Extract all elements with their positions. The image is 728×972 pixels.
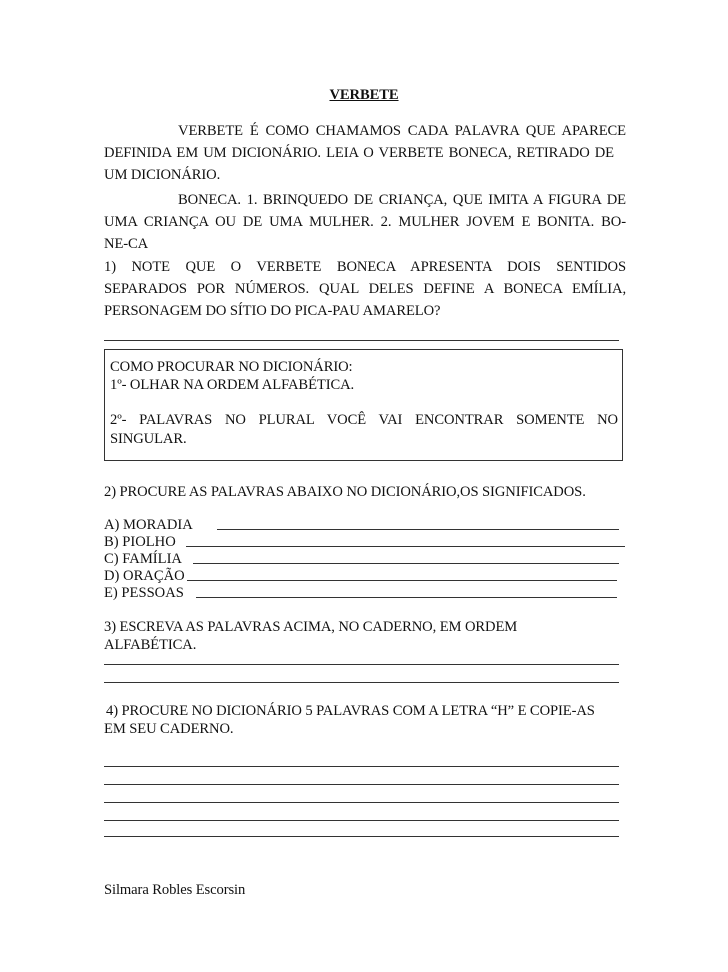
q4-answer-line-1[interactable] xyxy=(104,766,619,767)
tip-heading: COMO PROCURAR NO DICIONÁRIO: xyxy=(110,359,353,375)
tip-1: 1º- OLHAR NA ORDEM ALFABÉTICA. xyxy=(110,377,355,393)
q4-line-2: EM SEU CADERNO. xyxy=(104,721,234,737)
page-title: VERBETE xyxy=(329,87,399,103)
q1-line-2: SEPARADOS POR NÚMEROS. QUAL DELES DEFINE A BONECA EMÍLIA, xyxy=(104,281,626,297)
q2-item-a: A) MORADIA xyxy=(104,517,193,533)
q1-line-1: 1) NOTE QUE O VERBETE BONECA APRESENTA DOIS SENTIDOS xyxy=(104,259,626,275)
intro-line-1: VERBETE É COMO CHAMAMOS CADA PALAVRA QUE APARECE xyxy=(178,123,626,139)
q4-answer-line-5[interactable] xyxy=(104,836,619,837)
q2-item-e: E) PESSOAS xyxy=(104,585,184,601)
q1-answer-line[interactable] xyxy=(104,340,619,341)
q2-answer-line-e[interactable] xyxy=(196,597,617,598)
q3-line-2: ALFABÉTICA. xyxy=(104,637,197,653)
q2-item-c: C) FAMÍLIA xyxy=(104,551,182,567)
author-footer: Silmara Robles Escorsin xyxy=(104,882,246,898)
q4-line-1: 4) PROCURE NO DICIONÁRIO 5 PALAVRAS COM A LETRA “H” E COPIE-AS xyxy=(106,703,595,719)
q2-answer-line-a[interactable] xyxy=(217,529,619,530)
intro-line-3: UM DICIONÁRIO. xyxy=(104,167,221,183)
entry-line-3: NE-CA xyxy=(104,236,149,252)
q4-answer-line-4[interactable] xyxy=(104,820,619,821)
entry-line-1: BONECA. 1. BRINQUEDO DE CRIANÇA, QUE IMITA A FIGURA DE xyxy=(178,192,626,208)
tip-2-line-2: SINGULAR. xyxy=(110,431,187,447)
q2-item-b: B) PIOLHO xyxy=(104,534,176,550)
q3-answer-line-2[interactable] xyxy=(104,682,619,683)
q4-answer-line-3[interactable] xyxy=(104,802,619,803)
entry-line-2: UMA CRIANÇA OU DE UMA MULHER. 2. MULHER JOVEM E BONITA. BO- xyxy=(104,214,626,230)
q2-prompt: 2) PROCURE AS PALAVRAS ABAIXO NO DICIONÁRIO,OS SIGNIFICADOS. xyxy=(104,484,586,500)
tip-2-line-1: 2º- PALAVRAS NO PLURAL VOCÊ VAI ENCONTRAR SOMENTE NO xyxy=(110,412,618,428)
q3-line-1: 3) ESCREVA AS PALAVRAS ACIMA, NO CADERNO, EM ORDEM xyxy=(104,619,518,635)
q1-line-3: PERSONAGEM DO SÍTIO DO PICA-PAU AMARELO? xyxy=(104,303,441,319)
q2-answer-line-b[interactable] xyxy=(186,546,625,547)
q2-item-d: D) ORAÇÃO xyxy=(104,568,185,584)
q4-answer-line-2[interactable] xyxy=(104,784,619,785)
q2-answer-line-d[interactable] xyxy=(187,580,617,581)
q2-answer-line-c[interactable] xyxy=(193,563,619,564)
q3-answer-line-1[interactable] xyxy=(104,664,619,665)
intro-line-2: DEFINIDA EM UM DICIONÁRIO. LEIA O VERBETE BONECA, RETIRADO DE xyxy=(104,145,614,161)
